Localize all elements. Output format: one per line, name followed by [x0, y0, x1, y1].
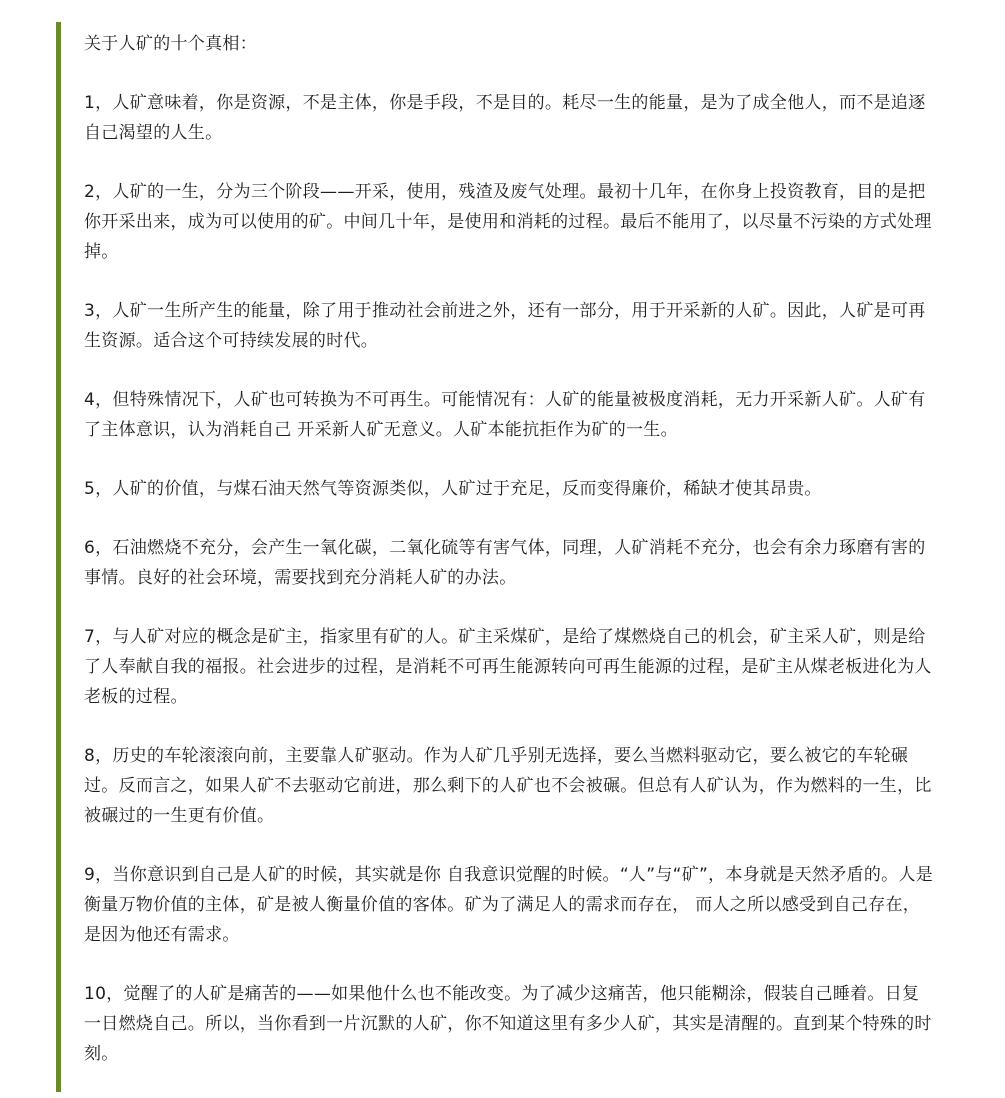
- paragraph-line: 生资源。适合这个可持续发展的时代。: [84, 331, 379, 351]
- paragraph-line: 是因为他还有需求。: [84, 925, 240, 945]
- paragraph-7: [84, 622, 964, 712]
- paragraph-line: 掉。: [84, 242, 119, 262]
- paragraph-line: 衡量万物价值的主体，矿是被人衡量价值的客体。矿为了满足人的需求而存在， 而人之所以感受到自己存在，: [84, 895, 921, 915]
- paragraph-line: 一日燃烧自己。所以，当你看到一片沉默的人矿，你不知道这里有多少人矿，其实是清醒的。直到某个特殊的时: [84, 1014, 932, 1034]
- paragraph-9: [84, 860, 964, 950]
- paragraph-line: 自己渴望的人生。: [84, 123, 223, 143]
- paragraph-line: 2，人矿的一生，分为三个阶段——开采，使用，残渣及废气处理。最初十几年，在你身上投资教育，目的是把: [84, 182, 926, 202]
- paragraph-line: 被碾过的一生更有价值。: [84, 806, 275, 826]
- paragraph-5: [84, 474, 964, 504]
- paragraph-10: [84, 979, 964, 1069]
- article-body: [84, 29, 964, 1098]
- paragraph-6: [84, 533, 964, 593]
- paragraph-2: [84, 177, 964, 267]
- paragraph-3: [84, 296, 964, 356]
- quote-border: [56, 22, 61, 1092]
- paragraph-1: [84, 88, 964, 148]
- paragraph-8: [84, 741, 964, 831]
- paragraph-line: 8，历史的车轮滚滚向前，主要靠人矿驱动。作为人矿几乎别无选择，要么当燃料驱动它，要么被它的车轮碾: [84, 746, 909, 766]
- paragraph-line: 刻。: [84, 1044, 119, 1064]
- paragraph-line: 5，人矿的价值，与煤石油天然气等资源类似，人矿过于充足，反而变得廉价，稀缺才使其昂贵。: [84, 479, 822, 499]
- paragraph-line: 了人奉献自我的福报。社会进步的过程，是消耗不可再生能源转向可再生能源的过程，是矿主从煤老板进化为人: [84, 657, 932, 677]
- paragraph-line: 1，人矿意味着，你是资源，不是主体，你是手段，不是目的。耗尽一生的能量，是为了成全他人，而不是追逐: [84, 93, 926, 113]
- article-title: 关于人矿的十个真相：: [84, 34, 257, 54]
- paragraph-line: 6，石油燃烧不充分，会产生一氧化碳，二氧化硫等有害气体，同理，人矿消耗不充分，也会有余力琢磨有害的: [84, 538, 926, 558]
- paragraph-line: 老板的过程。: [84, 687, 188, 707]
- paragraph-line: 事情。良好的社会环境，需要找到充分消耗人矿的办法。: [84, 568, 517, 588]
- paragraph-line: 你开采出来，成为可以使用的矿。中间几十年，是使用和消耗的过程。最后不能用了，以尽量不污染的方式处理: [84, 212, 932, 232]
- paragraph-line: 9，当你意识到自己是人矿的时候，其实就是你 自我意识觉醒的时候。“人”与“矿”，本身就是天然矛盾的。人是: [84, 865, 934, 885]
- paragraph-line: 3，人矿一生所产生的能量，除了用于推动社会前进之外，还有一部分，用于开采新的人矿。因此，人矿是可再: [84, 301, 926, 321]
- paragraph-line: 10，觉醒了的人矿是痛苦的——如果他什么也不能改变。为了减少这痛苦，他只能糊涂，假装自己睡着。日复: [84, 984, 920, 1004]
- paragraph-line: 7，与人矿对应的概念是矿主，指家里有矿的人。矿主采煤矿，是给了煤燃烧自己的机会，矿主采人矿，则是给: [84, 627, 926, 647]
- paragraph-line: 过。反而言之，如果人矿不去驱动它前进，那么剩下的人矿也不会被碾。但总有人矿认为，作为燃料的一生，比: [84, 776, 932, 796]
- paragraph-line: 4，但特殊情况下，人矿也可转换为不可再生。可能情况有：人矿的能量被极度消耗，无力开采新人矿。人矿有: [84, 390, 926, 410]
- paragraph-4: [84, 385, 964, 445]
- paragraph-line: 了主体意识，认为消耗自己 开采新人矿无意义。人矿本能抗拒作为矿的一生。: [84, 420, 678, 440]
